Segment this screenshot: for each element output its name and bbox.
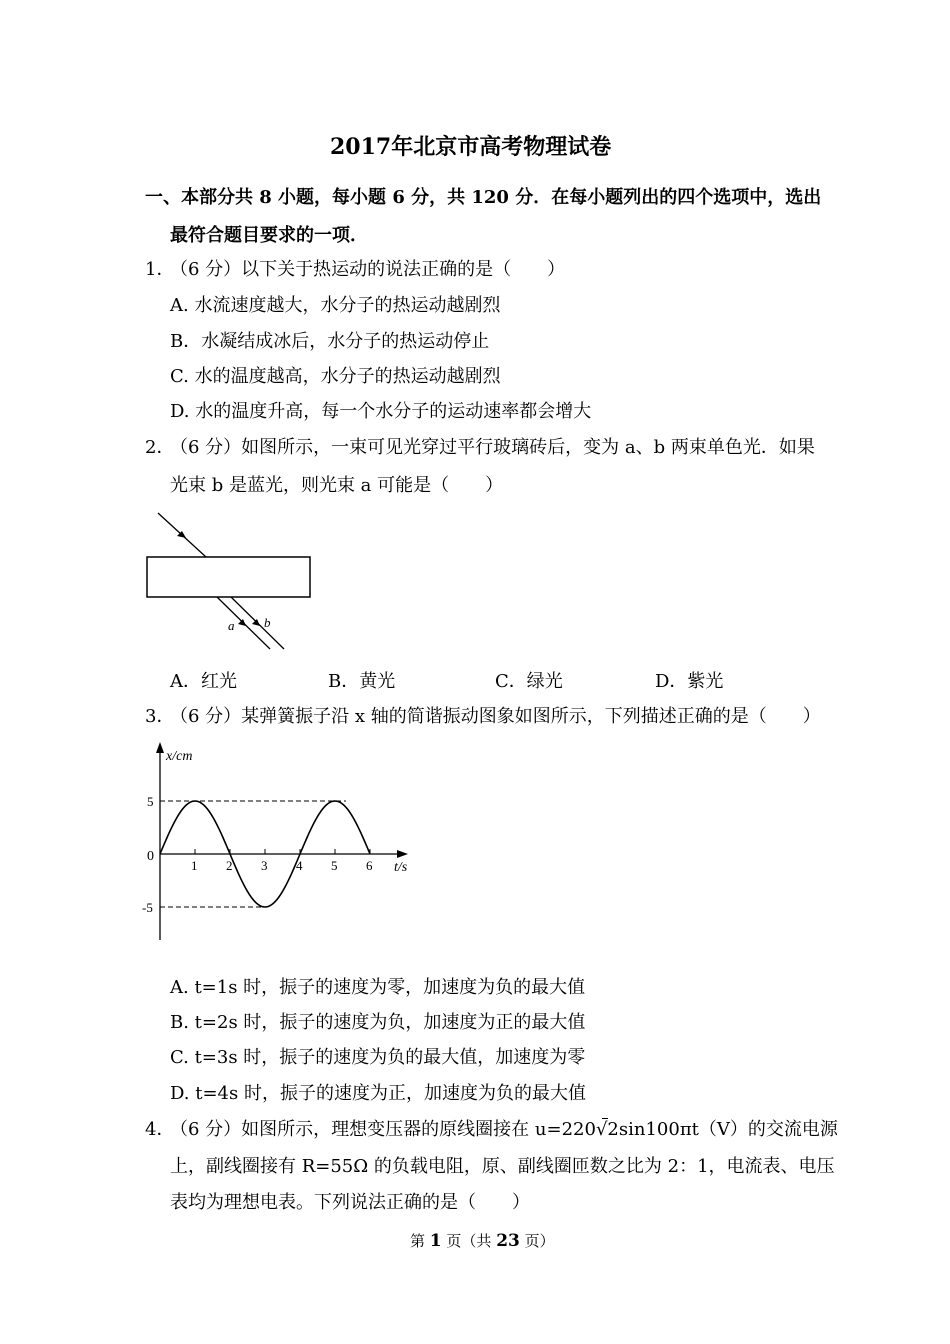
question-3-number: 3． [145,706,175,727]
glass-block-diagram [140,505,330,655]
x-tick-label: 6 [366,858,373,873]
x-tick-label: 4 [296,858,303,873]
sqrt-argument: 2 [607,1119,619,1140]
x-tick-label: 1 [191,858,198,873]
label-a: a [228,618,235,633]
question-1-option-b: B．水凝结成冰后，水分子的热运动停止 [170,331,490,352]
y-axis-arrow [156,742,164,753]
ray-b-arrow [252,619,260,626]
question-2-option-b: B．黄光 [328,671,396,692]
question-3-option-c: C. t=3s 时，振子的速度为负的最大值，加速度为零 [170,1047,586,1068]
y-tick-label: 5 [147,794,154,809]
question-4-stem-part-b: sin100πt（V）的交流电源 [618,1119,838,1140]
sqrt-symbol: √ [595,1119,608,1140]
question-4-stem-line2: 上，副线圈接有 R=55Ω 的负载电阻，原、副线圈匝数之比为 2：1，电流表、电压 [170,1156,835,1177]
glass-block [147,557,310,597]
question-2-number: 2． [145,437,175,458]
question-4-stem-part-a: （6 分）如图所示，理想变压器的原线圈接在 u=220 [170,1119,596,1140]
footer-pre: 第 [410,1232,426,1250]
question-2-option-a: A．红光 [170,671,237,692]
question-3-stem: （6 分）某弹簧振子沿 x 轴的简谐振动图象如图所示，下列描述正确的是（ ） [170,706,821,727]
y-axis-label: x/cm [166,749,193,764]
question-3-option-b: B. t=2s 时，振子的速度为负，加速度为正的最大值 [170,1012,586,1033]
origin-label: 0 [147,849,154,864]
question-4-stem-line1 [170,1118,838,1142]
question-3-option-a: A. t=1s 时，振子的速度为零，加速度为负的最大值 [170,977,586,998]
section-header-line1: 一、本部分共 8 小题，每小题 6 分，共 120 分．在每小题列出的四个选项中，选出 [145,187,822,208]
question-1-option-c: C. 水的温度越高，水分子的热运动越剧烈 [170,366,501,387]
question-1-number: 1． [145,259,175,280]
footer-post: 页） [524,1232,555,1250]
y-tick-label: -5 [142,900,153,915]
footer-total-pages: 23 [496,1231,520,1251]
ray-a-arrow [238,619,246,626]
page-title: 2017年北京市高考物理试卷 [330,134,612,160]
x-tick-label: 3 [261,858,268,873]
question-1-option-a: A. 水流速度越大，水分子的热运动越剧烈 [170,295,501,316]
question-2-option-d: D．紫光 [655,671,724,692]
label-b: b [264,615,271,630]
question-2-option-c: C．绿光 [495,671,563,692]
x-tick-label: 5 [331,858,338,873]
question-4-number: 4． [145,1119,175,1140]
page-footer [410,1229,555,1253]
footer-page-number: 1 [429,1231,442,1251]
question-2-stem-line1: （6 分）如图所示，一束可见光穿过平行玻璃砖后，变为 a、b 两束单色光．如果 [170,437,815,458]
question-1-stem: （6 分）以下关于热运动的说法正确的是（ ） [170,259,566,280]
x-axis-label: t/s [394,860,408,875]
question-3-option-d: D. t=4s 时，振子的速度为正，加速度为负的最大值 [170,1083,586,1104]
question-4-stem-line3: 表均为理想电表。下列说法正确的是（ ） [170,1192,530,1213]
question-1-option-d: D. 水的温度升高，每一个水分子的运动速率都会增大 [170,401,592,422]
footer-mid: 页（共 [446,1232,492,1250]
question-2-stem-line2: 光束 b 是蓝光，则光束 a 可能是（ ） [170,475,504,496]
oscillation-graph [140,740,430,945]
section-header-line2: 最符合题目要求的一项． [170,225,368,246]
x-axis-arrow [397,850,408,858]
x-tick-label: 2 [226,858,233,873]
